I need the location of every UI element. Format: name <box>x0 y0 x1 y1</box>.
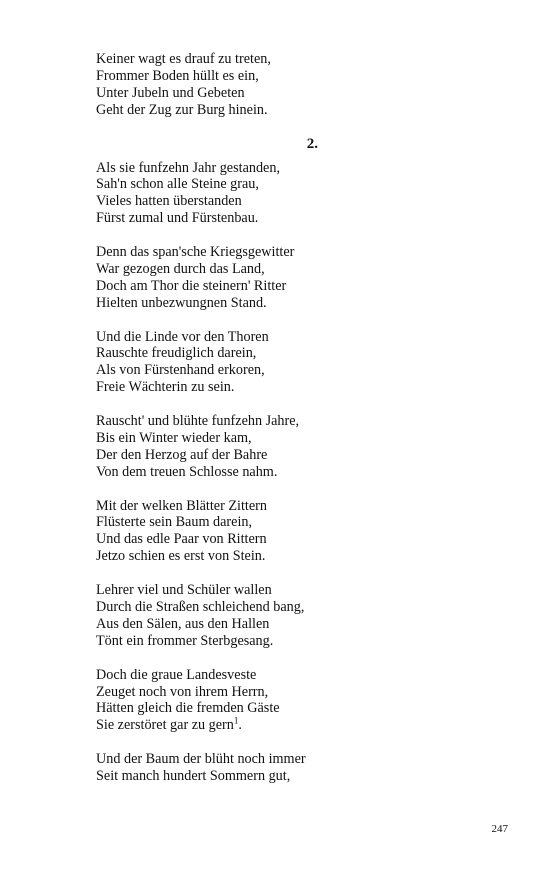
poem-line: Und der Baum der blüht noch immer <box>96 751 306 768</box>
poem-line: Jetzo schien es erst von Stein. <box>96 548 266 565</box>
poem-text <box>96 51 516 785</box>
poem-line: Freie Wächterin zu sein. <box>96 379 235 396</box>
poem-line: Aus den Sälen, aus den Hallen <box>96 615 270 632</box>
poem-line: Lehrer viel und Schüler wallen <box>96 582 272 599</box>
poem-line: Fürst zumal und Fürstenbau. <box>96 210 259 227</box>
poem-stanza <box>96 751 516 785</box>
poem-stanza <box>96 244 516 312</box>
poem-line: Doch die graue Landesveste <box>96 666 257 683</box>
poem-line: Unter Jubeln und Gebeten <box>96 84 245 101</box>
poem-line: War gezogen durch das Land, <box>96 260 265 277</box>
poem-stanza <box>96 51 516 119</box>
poem-line: Von dem treuen Schlosse nahm. <box>96 463 278 480</box>
poem-line: Bis ein Winter wieder kam, <box>96 429 252 446</box>
poem-line: Mit der welken Blätter Zittern <box>96 497 267 514</box>
section-number: 2. <box>306 135 318 152</box>
poem-line: Seit manch hundert Sommern gut, <box>96 768 291 785</box>
poem-line: Durch die Straßen schleichend bang, <box>96 599 305 615</box>
poem-stanza <box>96 667 516 735</box>
poem-line: Sah'n schon alle Steine grau, <box>96 176 259 193</box>
poem-line: Rauschte freudiglich darein, <box>96 345 257 362</box>
poem-line: Geht der Zug zur Burg hinein. <box>96 101 268 118</box>
poem-line: Und das edle Paar von Rittern <box>96 531 267 548</box>
page-number: 247 <box>491 823 508 835</box>
poem-stanza <box>96 582 516 650</box>
poem-line: Und die Linde vor den Thoren <box>96 328 269 345</box>
poem-line: Rauscht' und blühte funfzehn Jahre, <box>96 413 300 430</box>
poem-line: Als sie funfzehn Jahr gestanden, <box>96 159 280 176</box>
poem-line-text: Sie zerstöret gar zu gern <box>96 717 234 734</box>
poem-line: Keiner wagt es drauf zu treten, <box>96 51 271 67</box>
footnote-mark: 1 <box>233 715 239 726</box>
poem-stanza <box>96 329 516 397</box>
poem-line-with-footnote <box>96 717 516 734</box>
poem-line: Hätten gleich die fremden Gäste <box>96 700 280 717</box>
line-end-punctuation: . <box>238 717 242 734</box>
poem-line: Doch am Thor die steinern' Ritter <box>96 277 287 294</box>
poem-line: Als von Fürstenhand erkoren, <box>96 362 265 379</box>
poem-stanza <box>96 413 516 481</box>
poem-stanza <box>96 160 516 228</box>
poem-line: Frommer Boden hüllt es ein, <box>96 67 259 84</box>
poem-line: Tönt ein frommer Sterbgesang. <box>96 632 274 649</box>
poem-line: Flüsterte sein Baum darein, <box>96 514 253 531</box>
poem-line: Zeuget noch von ihrem Herrn, <box>96 683 269 700</box>
poem-line: Vieles hatten überstanden <box>96 193 242 210</box>
poem-line: Hielten unbezwungnen Stand. <box>96 294 267 311</box>
poem-line: Denn das span'sche Kriegsgewitter <box>96 244 295 261</box>
poem-stanza <box>96 498 516 566</box>
poem-line: Der den Herzog auf der Bahre <box>96 446 268 463</box>
